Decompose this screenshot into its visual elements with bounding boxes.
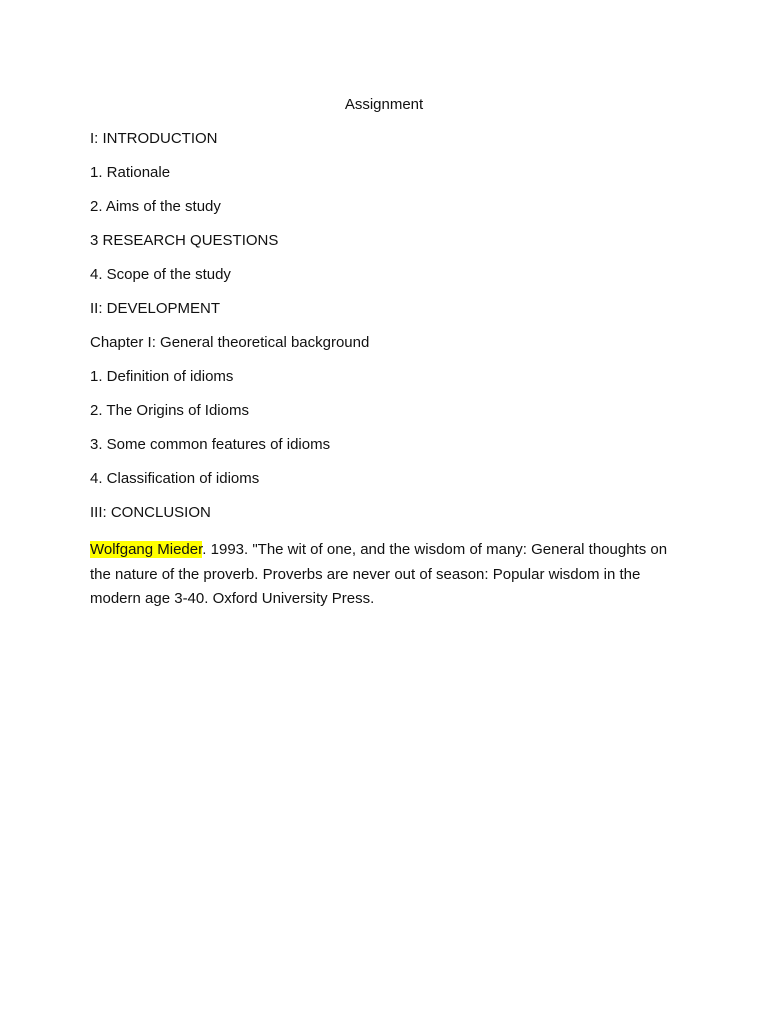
outline-item: 4. Classification of idioms [90, 470, 260, 487]
outline-item: 1. Rationale [90, 164, 171, 181]
reference-text: . 1993. "The wit of one, and the wisdom of many: General thoughts on the nature of the proverb. Proverbs are never out of season: Popular wisdom in the modern age 3-40. Oxford University Press. [90, 541, 668, 607]
outline-item: III: CONCLUSION [90, 504, 211, 521]
outline-item: I: INTRODUCTION [90, 130, 218, 147]
outline-item: 2. The Origins of Idioms [90, 402, 249, 419]
outline-item: 1. Definition of idioms [90, 368, 234, 385]
outline-item: Chapter I: General theoretical background [90, 334, 370, 351]
outline-list [90, 129, 690, 537]
outline-item: 4. Scope of the study [90, 266, 231, 283]
outline-item: II: DEVELOPMENT [90, 300, 221, 317]
highlighted-author: Wolfgang Mieder [90, 541, 203, 558]
reference-paragraph [90, 538, 680, 612]
outline-item: 2. Aims of the study [90, 198, 221, 215]
outline-item: 3 RESEARCH QUESTIONS [90, 232, 279, 249]
outline-item: 3. Some common features of idioms [90, 436, 331, 453]
document-title: Assignment [344, 96, 424, 113]
